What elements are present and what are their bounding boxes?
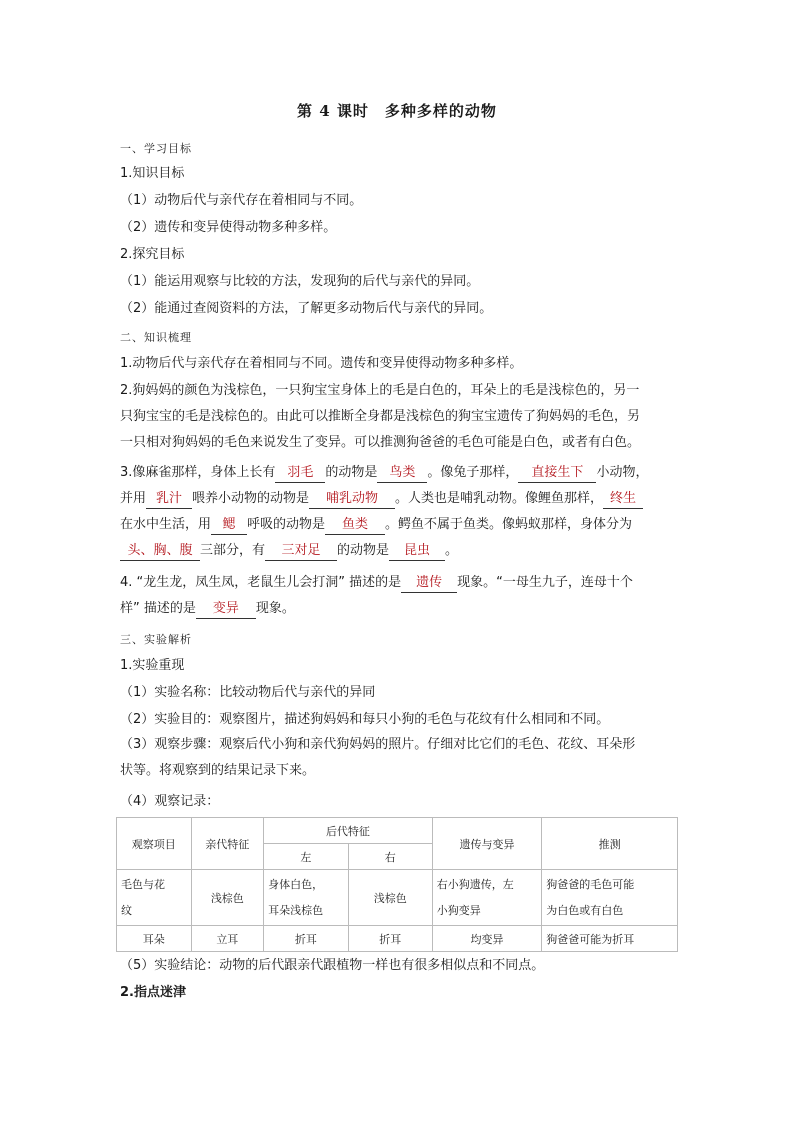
answer-blank: 哺乳动物 bbox=[309, 490, 395, 509]
paragraph-line: 并用 乳汁 喂养小动物的动物是 哺乳动物 。人类也是哺乳动物。像鲤鱼那样， 终生 bbox=[120, 486, 680, 512]
paragraph-line: 只狗宝宝的毛是浅棕色的。由此可以推断全身都是浅棕色的狗宝宝遗传了狗妈妈的毛色，另 bbox=[120, 409, 641, 424]
cell-hv: 右小狗遗传，左 小狗变异 bbox=[432, 870, 541, 926]
goal-item: （2）能通过查阅资料的方法，了解更多动物后代与亲代的异同。 bbox=[120, 301, 493, 316]
goal-item: （1）能运用观察与比较的方法，发现狗的后代与亲代的异同。 bbox=[120, 274, 480, 289]
answer-blank: 乳汁 bbox=[146, 490, 192, 509]
paragraph-line: 状等。将观察到的结果记录下来。 bbox=[120, 763, 316, 778]
observation-table bbox=[116, 817, 678, 952]
page-title: 第 4 课时 多种多样的动物 bbox=[297, 102, 497, 120]
experiment-item: （4）观察记录： bbox=[120, 794, 220, 809]
goal-item: （1）动物后代与亲代存在着相同与不同。 bbox=[120, 193, 363, 208]
cell-guess: 狗爸爸的毛色可能 为白色或有白色 bbox=[542, 870, 678, 926]
answer-blank: 头、胸、腹 bbox=[120, 542, 200, 561]
cell-left: 折耳 bbox=[264, 926, 349, 952]
subheading-tips: 2.指点迷津 bbox=[120, 985, 186, 1000]
cell-hv: 均变异 bbox=[432, 926, 541, 952]
cell-item: 耳朵 bbox=[117, 926, 192, 952]
goal-item: （2）遗传和变异使得动物多种多样。 bbox=[120, 220, 337, 235]
paragraph-line: 4. “龙生龙，凤生凤，老鼠生儿会打洞” 描述的是 遗传 现象。“一母生九子，连母十个 bbox=[120, 570, 680, 596]
answer-blank: 羽毛 bbox=[275, 464, 325, 483]
cell-right: 浅棕色 bbox=[348, 870, 432, 926]
answer-blank: 直接生下 bbox=[518, 464, 596, 483]
header-left: 左 bbox=[264, 844, 349, 870]
answer-blank: 昆虫 bbox=[389, 542, 445, 561]
answer-blank: 鱼类 bbox=[325, 516, 385, 535]
header-item: 观察项目 bbox=[117, 818, 192, 870]
subheading-knowledge: 1.知识目标 bbox=[120, 166, 185, 181]
paragraph-line: （3）观察步骤：观察后代小狗和亲代狗妈妈的照片。仔细对比它们的毛色、花纹、耳朵形 bbox=[120, 737, 636, 752]
paragraph-line: 3.像麻雀那样，身体上长有 羽毛 的动物是 鸟类 。像兔子那样， 直接生下 小动物， bbox=[120, 460, 680, 486]
cell-parent: 立耳 bbox=[191, 926, 264, 952]
fill-in-paragraph-3 bbox=[120, 460, 680, 564]
knowledge-point: 1.动物后代与亲代存在着相同与不同。遗传和变异使得动物多种多样。 bbox=[120, 356, 523, 371]
paragraph-line: 样” 描述的是 变异 现象。 bbox=[120, 596, 680, 622]
header-offspring: 后代特征 bbox=[264, 818, 433, 844]
answer-blank: 终生 bbox=[603, 490, 643, 509]
section-heading-3: 三、实验解析 bbox=[120, 633, 192, 646]
answer-blank: 鸟类 bbox=[377, 464, 427, 483]
answer-blank: 三对足 bbox=[265, 542, 337, 561]
paragraph-line: 2.狗妈妈的颜色为浅棕色，一只狗宝宝身体上的毛是白色的，耳朵上的毛是浅棕色的，另一 bbox=[120, 383, 640, 398]
experiment-conclusion: （5）实验结论：动物的后代跟亲代跟植物一样也有很多相似点和不同点。 bbox=[120, 958, 545, 973]
paragraph-line: 头、胸、腹 三部分，有 三对足 的动物是 昆虫 。 bbox=[120, 538, 680, 564]
subheading-experiment: 1.实验重现 bbox=[120, 658, 185, 673]
subheading-explore: 2.探究目标 bbox=[120, 247, 185, 262]
answer-blank: 遗传 bbox=[401, 574, 457, 593]
cell-guess: 狗爸爸可能为折耳 bbox=[542, 926, 678, 952]
experiment-item: （2）实验目的：观察图片，描述狗妈妈和每只小狗的毛色与花纹有什么相同和不同。 bbox=[120, 712, 610, 727]
paragraph-line: 在水中生活，用 鳃 呼吸的动物是 鱼类 。鳄鱼不属于鱼类。像蚂蚁那样，身体分为 bbox=[120, 512, 680, 538]
fill-in-paragraph-4 bbox=[120, 570, 680, 622]
header-heredity-variation: 遗传与变异 bbox=[432, 818, 541, 870]
experiment-steps bbox=[120, 732, 680, 784]
section-heading-1: 一、学习目标 bbox=[120, 142, 192, 155]
cell-item: 毛色与花 纹 bbox=[117, 870, 192, 926]
header-right: 右 bbox=[348, 844, 432, 870]
cell-parent: 浅棕色 bbox=[191, 870, 264, 926]
experiment-item: （1）实验名称：比较动物后代与亲代的异同 bbox=[120, 685, 376, 700]
knowledge-paragraph bbox=[120, 378, 680, 456]
paragraph-line: 一只相对狗妈妈的毛色来说发生了变异。可以推测狗爸爸的毛色可能是白色，或者有白色。 bbox=[120, 435, 641, 450]
table-row bbox=[117, 870, 678, 926]
table-row bbox=[117, 926, 678, 952]
cell-right: 折耳 bbox=[348, 926, 432, 952]
cell-left: 身体白色， 耳朵浅棕色 bbox=[264, 870, 349, 926]
answer-blank: 变异 bbox=[196, 600, 256, 619]
section-heading-2: 二、知识梳理 bbox=[120, 331, 192, 344]
answer-blank: 鳃 bbox=[211, 516, 247, 535]
header-parent: 亲代特征 bbox=[191, 818, 264, 870]
header-guess: 推测 bbox=[542, 818, 678, 870]
